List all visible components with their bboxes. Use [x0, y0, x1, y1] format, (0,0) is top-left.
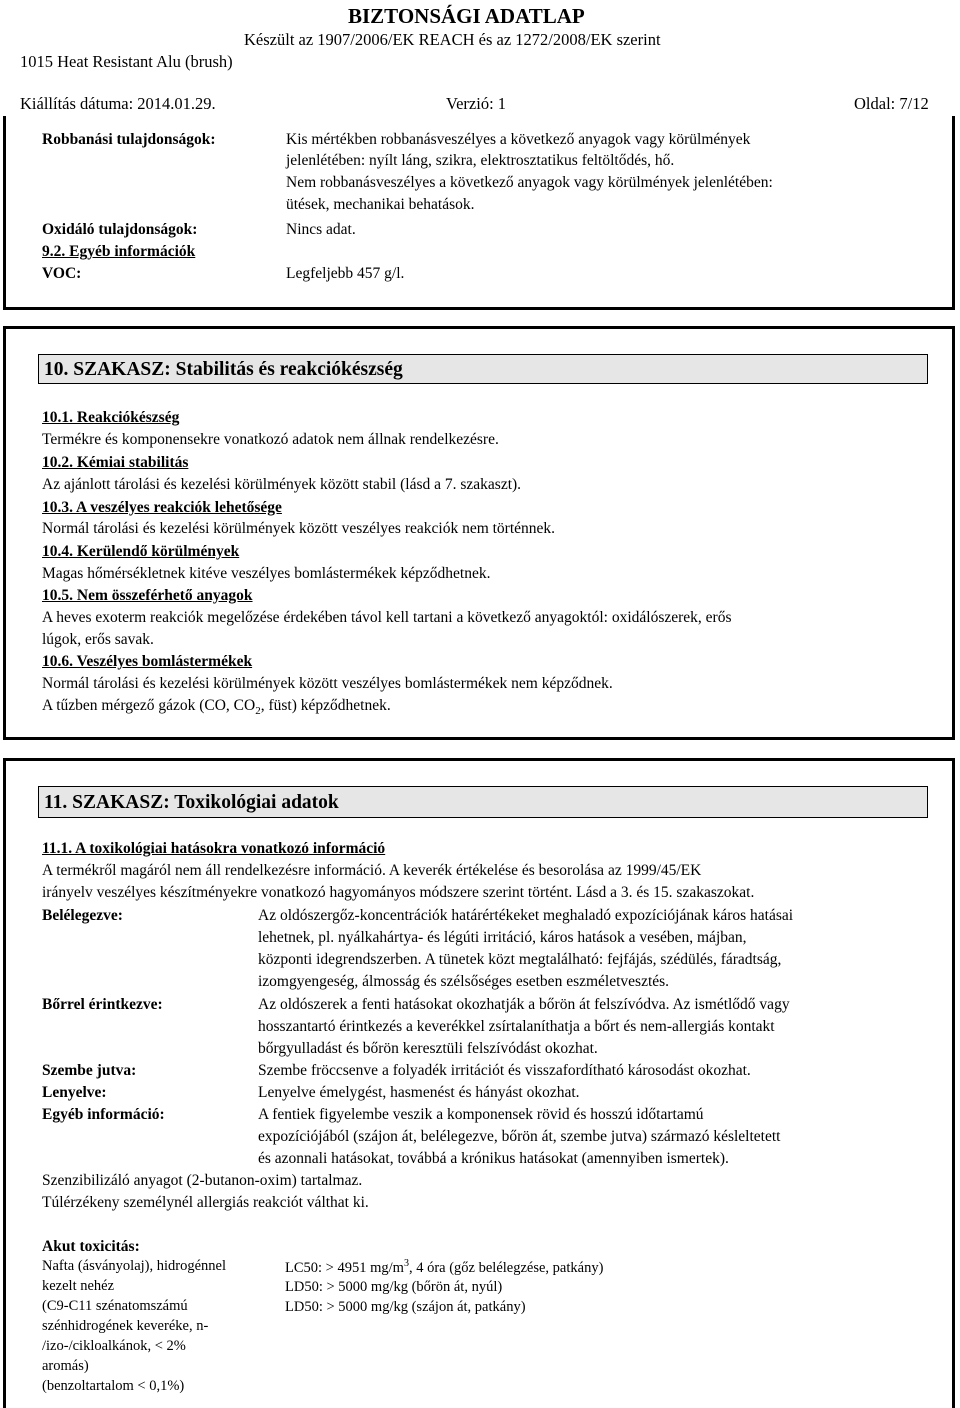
- explosive-line: ütések, mechanikai behatások.: [286, 196, 475, 213]
- subsection-10-3-title: 10.3. A veszélyes reakciók lehetősége: [42, 499, 282, 516]
- subsection-10-2-title: 10.2. Kémiai stabilitás: [42, 454, 189, 471]
- other-info-line: expozíciójából (szájon át, belélegezve, bőrön át, szembe jutva) származó késleltetett: [258, 1128, 781, 1145]
- skin-label: Bőrrel érintkezve:: [42, 996, 163, 1013]
- explosive-line: Kis mértékben robbanásveszélyes a következő anyagok vagy körülmények: [286, 131, 751, 148]
- substance-name-line: szénhidrogének keveréke, n-: [42, 1318, 209, 1334]
- substance-name-line: kezelt nehéz: [42, 1278, 115, 1294]
- subsection-10-2-text: Az ajánlott tárolási és kezelési körülmények között stabil (lásd a 7. szakaszt).: [42, 476, 522, 493]
- subsection-10-4-title: 10.4. Kerülendő körülmények: [42, 543, 240, 560]
- eye-value: Szembe fröccsenve a folyadék irritációt és visszafordítható károsodást okozhat.: [258, 1062, 751, 1079]
- ingestion-value: Lenyelve émelygést, hasmenést és hányást okozhat.: [258, 1084, 580, 1101]
- text-part: , 4 óra (gőz belélegzése, patkány): [408, 1259, 604, 1276]
- ld50-oral-value: LD50: > 5000 mg/kg (szájon át, patkány): [285, 1299, 526, 1315]
- substance-name-line: (C9-C11 szénatomszámú: [42, 1298, 188, 1314]
- text-part: , füst) képződhetnek.: [260, 697, 391, 714]
- substance-name-line: Nafta (ásványolaj), hidrogénnel: [42, 1258, 226, 1274]
- subsection-10-1-title: 10.1. Reakciókészség: [42, 409, 180, 426]
- subsection-10-1-text: Termékre és komponensekre vonatkozó adatok nem állnak rendelkezésre.: [42, 431, 499, 448]
- subsection-10-3-text: Normál tárolási és kezelési körülmények között veszélyes reakciók nem történnek.: [42, 520, 556, 537]
- other-info-label: Egyéb információ:: [42, 1106, 165, 1123]
- subsection-11-1-title: 11.1. A toxikológiai hatásokra vonatkozó információ: [42, 840, 386, 857]
- section-11-heading: 11. SZAKASZ: Toxikológiai adatok: [38, 786, 928, 818]
- allergy-note: Túlérzékeny személynél allergiás reakciót válthat ki.: [42, 1194, 369, 1211]
- explosive-label: Robbanási tulajdonságok:: [42, 131, 216, 148]
- document-title: BIZTONSÁGI ADATLAP: [348, 4, 585, 28]
- other-info-heading: 9.2. Egyéb információk: [42, 243, 196, 260]
- oxidizing-label: Oxidáló tulajdonságok:: [42, 221, 198, 238]
- inhalation-line: központi idegrendszerben. A tünetek közt megtalálható: fejfájás, szédülés, fáradtság,: [258, 951, 782, 968]
- subsection-10-6-text: Normál tárolási és kezelési körülmények között veszélyes bomlástermékek nem képződnek.: [42, 675, 613, 692]
- inhalation-line: Az oldószergőz-koncentrációk határértékeket meghaladó expozíciójának káros hatásai: [258, 907, 794, 924]
- subsection-10-6-text: [42, 697, 391, 717]
- subsection-10-5-title: 10.5. Nem összeférhető anyagok: [42, 587, 253, 604]
- inhalation-line: lehetnek, pl. nyálkahártya- és légúti irritáció, káros hatások a vesében, májban,: [258, 929, 747, 946]
- product-name: 1015 Heat Resistant Alu (brush): [20, 52, 233, 71]
- voc-label: VOC:: [42, 265, 82, 282]
- eye-label: Szembe jutva:: [42, 1062, 137, 1079]
- subsection-10-4-text: Magas hőmérsékletnek kitéve veszélyes bomlástermékek képződhetnek.: [42, 565, 491, 582]
- version: Verzió: 1: [446, 94, 507, 113]
- superscript: 3: [403, 1258, 409, 1269]
- subscript: 2: [255, 705, 261, 718]
- text-part: LC50: > 4951 mg/m: [285, 1259, 404, 1276]
- inhalation-label: Belélegezve:: [42, 907, 123, 924]
- lc50-value: [285, 1258, 603, 1277]
- skin-line: hosszantartó érintkezés a keverékkel zsírtalaníthatja a bőrt és nem-allergiás kontakt: [258, 1018, 775, 1035]
- subsection-10-5-text: lúgok, erős savak.: [42, 631, 154, 648]
- ingestion-label: Lenyelve:: [42, 1084, 107, 1101]
- subsection-10-6-title: 10.6. Veszélyes bomlástermékek: [42, 653, 253, 670]
- intro-text: A termékről magáról nem áll rendelkezésre információ. A keverék értékelése és besorolása az 1999/45/EK: [42, 862, 702, 879]
- substance-name-line: (benzoltartalom < 0,1%): [42, 1378, 185, 1394]
- regulation-reference: Készült az 1907/2006/EK REACH és az 1272/2008/EK szerint: [244, 30, 661, 49]
- other-info-line: és azonnali hatásokat, továbbá a krónikus hatásokat (amennyiben ismertek).: [258, 1150, 729, 1167]
- oxidizing-value: Nincs adat.: [286, 221, 356, 238]
- explosive-line: Nem robbanásveszélyes a következő anyagok vagy körülmények jelenlétében:: [286, 174, 773, 191]
- inhalation-line: izomgyengeség, álmosság és szélsőséges esetben eszméletvesztés.: [258, 973, 670, 990]
- text-part: A tűzben mérgező gázok (CO, CO: [42, 697, 256, 714]
- voc-value: Legfeljebb 457 g/l.: [286, 265, 405, 282]
- other-info-line: A fentiek figyelembe veszik a komponensek rövid és hosszú időtartamú: [258, 1106, 704, 1123]
- sensitizer-note: Szenzibilizáló anyagot (2-butanon-oxim) tartalmaz.: [42, 1172, 363, 1189]
- issue-date: Kiállítás dátuma: 2014.01.29.: [20, 94, 216, 113]
- skin-line: Az oldószerek a fenti hatásokat okozhatják a bőrön át felszívódva. Az ismétlődő vagy: [258, 996, 790, 1013]
- skin-line: bőrgyulladást és bőrön keresztüli felszívódást okozhat.: [258, 1040, 598, 1057]
- page-number: Oldal: 7/12: [854, 94, 929, 113]
- substance-name-line: /izo-/cikloalkánok, < 2%: [42, 1338, 186, 1354]
- section-10-heading: 10. SZAKASZ: Stabilitás és reakciókészség: [38, 354, 928, 384]
- acute-toxicity-title: Akut toxicitás:: [42, 1238, 140, 1255]
- intro-text: irányelv veszélyes készítményekre vonatkozó hagyományos módszere szerint történt. Lásd a 3. és 15. szakaszokat.: [42, 884, 755, 901]
- explosive-line: jelenlétében: nyílt láng, szikra, elektrosztatikus feltöltődés, hő.: [286, 152, 675, 169]
- substance-name-line: aromás): [42, 1358, 89, 1374]
- subsection-10-5-text: A heves exoterm reakciók megelőzése érdekében távol kell tartani a következő anyagoktól: oxidálószerek, erős: [42, 609, 732, 626]
- ld50-skin-value: LD50: > 5000 mg/kg (bőrön át, nyúl): [285, 1279, 503, 1295]
